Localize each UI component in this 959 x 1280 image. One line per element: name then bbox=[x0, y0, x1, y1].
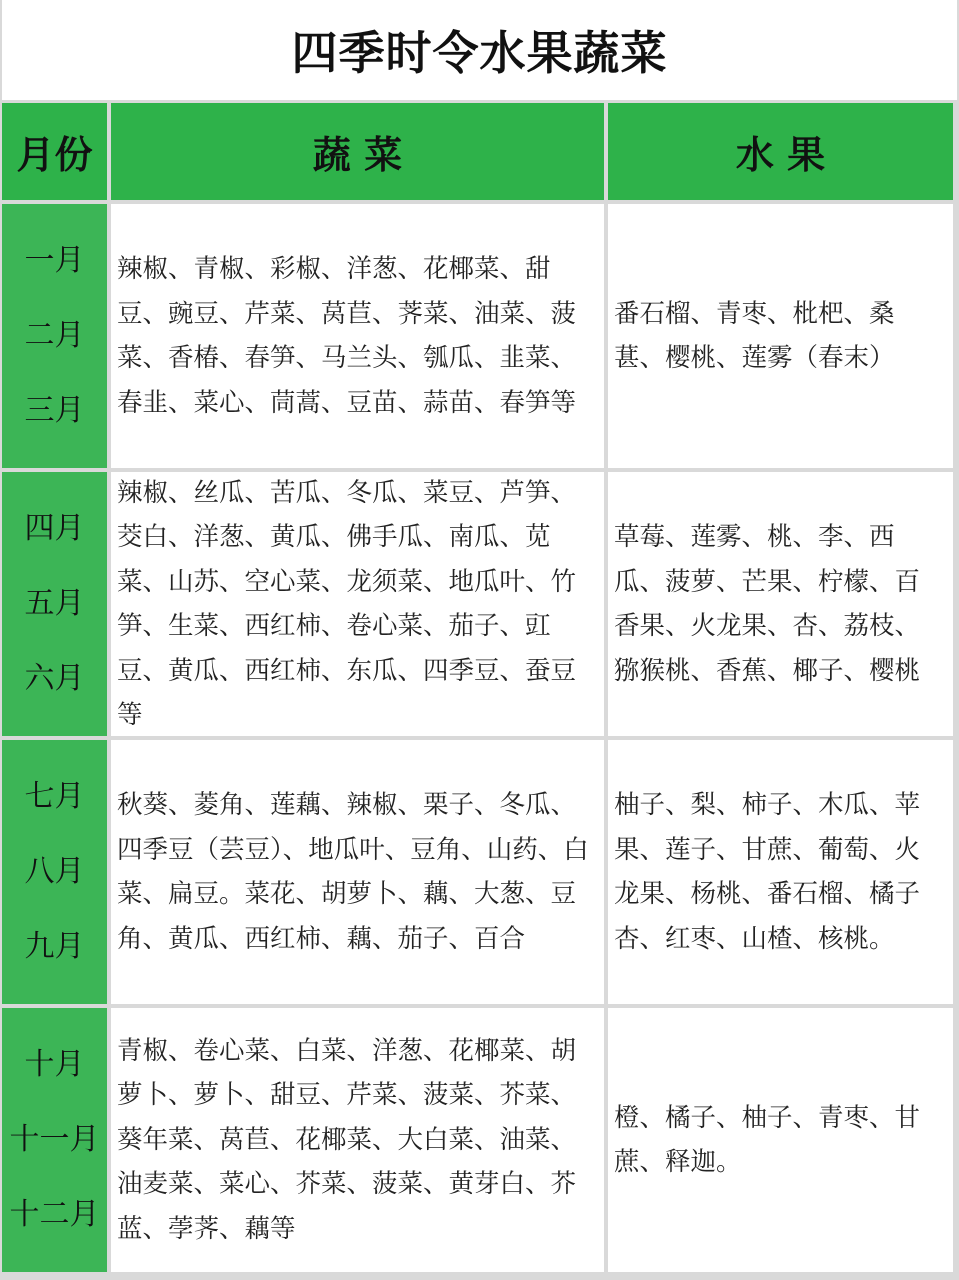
month-label: 七月 bbox=[24, 779, 85, 815]
vegetables-text: 秋葵、菱角、莲藕、辣椒、栗子、冬瓜、四季豆（芸豆）、地瓜叶、豆角、山药、白菜、扁豆。菜花、胡萝卜、藕、大葱、豆角、黄瓜、西红柿、藕、茄子、百合 bbox=[117, 790, 589, 954]
vegetables-text: 青椒、卷心菜、白菜、洋葱、花椰菜、胡萝卜、萝卜、甜豆、芹菜、菠菜、芥菜、葵年菜、莴苣、花椰菜、大白菜、油菜、油麦菜、菜心、芥菜、菠菜、黄芽白、芥蓝、荸荠、藕等 bbox=[117, 1035, 577, 1244]
month-label: 六月 bbox=[24, 660, 85, 696]
fruits-cell bbox=[608, 1008, 953, 1272]
page-title: 四季时令水果蔬菜 bbox=[2, 0, 957, 100]
header-month: 月份 bbox=[2, 103, 107, 200]
fruits-text: 柚子、梨、柿子、木瓜、苹果、莲子、甘蔗、葡萄、火龙果、杨桃、番石榴、橘子杏、红枣、山楂、核桃。 bbox=[614, 790, 921, 954]
header-vegetables: 蔬 菜 bbox=[111, 103, 604, 200]
month-label: 二月 bbox=[24, 317, 85, 353]
month-cell bbox=[2, 204, 107, 468]
month-cell bbox=[2, 1008, 107, 1272]
month-cell bbox=[2, 472, 107, 736]
fruits-text: 橙、橘子、柚子、青枣、甘蔗、释迦。 bbox=[614, 1102, 921, 1177]
header-fruits: 水 果 bbox=[608, 103, 953, 200]
month-label: 三月 bbox=[24, 392, 85, 428]
vegetables-cell bbox=[111, 204, 604, 468]
month-label: 十二月 bbox=[9, 1196, 100, 1232]
vegetables-text: 辣椒、丝瓜、苦瓜、冬瓜、菜豆、芦笋、茭白、洋葱、黄瓜、佛手瓜、南瓜、苋菜、山苏、空心菜、龙须菜、地瓜叶、竹笋、生菜、西红柿、卷心菜、茄子、豇豆、黄瓜、西红柿、东瓜、四季豆、蚕豆等 bbox=[117, 477, 577, 730]
fruits-cell bbox=[608, 472, 953, 736]
vegetables-cell bbox=[111, 1008, 604, 1272]
month-label: 四月 bbox=[24, 511, 85, 547]
vegetables-text: 辣椒、青椒、彩椒、洋葱、花椰菜、甜豆、豌豆、芹菜、莴苣、荠菜、油菜、菠菜、香椿、春笋、马兰头、瓠瓜、韭菜、春韭、菜心、茼蒿、豆苗、蒜苗、春笋等 bbox=[117, 254, 577, 418]
fruits-cell bbox=[608, 204, 953, 468]
vegetables-cell bbox=[111, 472, 604, 736]
fruits-cell bbox=[608, 740, 953, 1004]
month-label: 九月 bbox=[24, 928, 85, 964]
month-label: 一月 bbox=[24, 243, 85, 279]
month-label: 五月 bbox=[24, 585, 85, 621]
month-cell bbox=[2, 740, 107, 1004]
vegetables-cell bbox=[111, 740, 604, 1004]
month-label: 八月 bbox=[24, 853, 85, 889]
fruits-text: 番石榴、青枣、枇杷、桑葚、樱桃、莲雾（春末） bbox=[614, 298, 895, 373]
month-label: 十一月 bbox=[9, 1121, 100, 1157]
month-label: 十月 bbox=[24, 1047, 85, 1083]
fruits-text: 草莓、莲雾、桃、李、西瓜、菠萝、芒果、柠檬、百香果、火龙果、杏、荔枝、猕猴桃、香蕉、椰子、樱桃 bbox=[614, 522, 921, 686]
